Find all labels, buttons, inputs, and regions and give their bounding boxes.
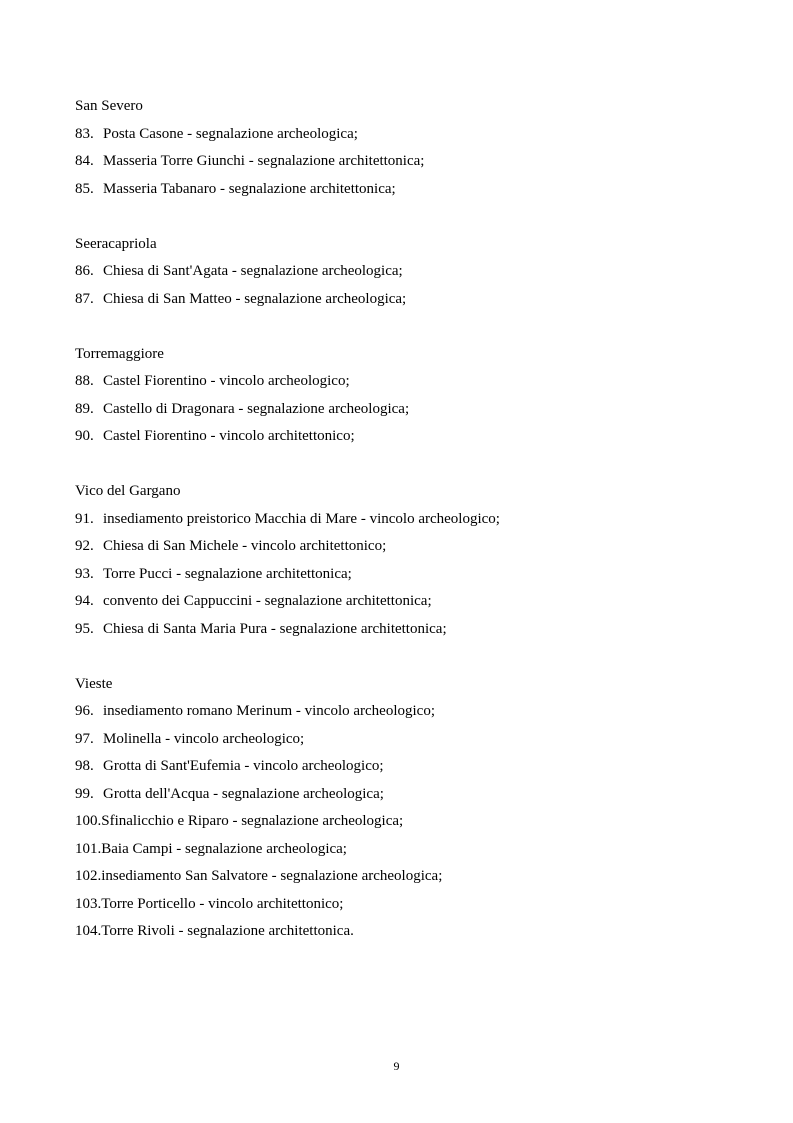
item-number: 103. <box>75 895 102 912</box>
item-text: insediamento San Salvatore - segnalazione archeologica; <box>101 868 443 884</box>
municipality-heading: Seeracapriola <box>75 235 157 252</box>
item-number: 85. <box>75 180 94 197</box>
item-text: convento dei Cappuccini - segnalazione architettonica; <box>103 593 432 609</box>
list-item <box>75 121 735 149</box>
item-number: 92. <box>75 538 94 554</box>
list-item <box>75 863 735 891</box>
item-number: 89. <box>75 400 94 417</box>
list-item <box>75 258 735 286</box>
municipality-group-vieste <box>75 671 735 946</box>
item-text: Torre Porticello - vincolo architettonico; <box>101 895 344 912</box>
list-item <box>75 561 735 589</box>
site-list <box>75 93 735 973</box>
list-item <box>75 616 735 644</box>
list-item <box>75 533 735 561</box>
item-number: 101. <box>75 840 102 857</box>
municipality-group-vico-del-gargano <box>75 478 735 643</box>
item-text: Molinella - vincolo archeologico; <box>103 730 305 747</box>
item-number: 95. <box>75 620 94 637</box>
list-item <box>75 891 735 919</box>
list-item <box>75 506 735 534</box>
list-item <box>75 176 735 204</box>
item-text: Castel Fiorentino - vincolo architettonico; <box>103 428 355 444</box>
municipality-group-torremaggiore <box>75 341 735 451</box>
item-number: 84. <box>75 153 94 169</box>
item-number: 96. <box>75 703 94 719</box>
item-text: Baia Campi - segnalazione archeologica; <box>101 840 347 857</box>
item-text: Posta Casone - segnalazione archeologica; <box>103 125 358 142</box>
municipality-group-san-severo <box>75 93 735 203</box>
item-number: 94. <box>75 593 94 609</box>
item-number: 98. <box>75 758 94 774</box>
item-text: Masseria Torre Giunchi - segnalazione architettonica; <box>103 153 425 169</box>
item-number: 93. <box>75 565 94 582</box>
item-text: Castello di Dragonara - segnalazione archeologica; <box>103 400 410 417</box>
item-text: Grotta dell'Acqua - segnalazione archeologica; <box>103 785 384 802</box>
list-item <box>75 781 735 809</box>
municipality-heading: Vieste <box>75 675 113 692</box>
item-number: 90. <box>75 428 94 444</box>
list-item <box>75 726 735 754</box>
item-text: Torre Pucci - segnalazione architettonica; <box>103 565 352 582</box>
list-item <box>75 148 735 176</box>
item-text: Chiesa di Santa Maria Pura - segnalazione architettonica; <box>103 620 447 637</box>
list-item <box>75 698 735 726</box>
list-item <box>75 808 735 836</box>
list-item <box>75 423 735 451</box>
item-number: 88. <box>75 373 94 389</box>
item-number: 100. <box>75 813 102 829</box>
item-text: Masseria Tabanaro - segnalazione architettonica; <box>103 180 396 197</box>
item-text: Chiesa di San Michele - vincolo architettonico; <box>103 538 387 554</box>
item-number: 104. <box>75 923 102 939</box>
list-item <box>75 918 735 946</box>
list-item <box>75 368 735 396</box>
municipality-group-seeracapriola <box>75 231 735 314</box>
item-number: 99. <box>75 785 94 802</box>
municipality-heading: San Severo <box>75 98 143 114</box>
item-number: 83. <box>75 125 94 142</box>
list-item <box>75 836 735 864</box>
item-number: 97. <box>75 730 94 747</box>
item-text: Torre Rivoli - segnalazione architettonica. <box>101 923 354 939</box>
list-item <box>75 588 735 616</box>
item-text: Chiesa di Sant'Agata - segnalazione archeologica; <box>103 263 403 279</box>
item-text: Chiesa di San Matteo - segnalazione archeologica; <box>103 290 407 307</box>
list-item <box>75 396 735 424</box>
item-number: 102. <box>75 868 102 884</box>
page-number: 9 <box>393 1059 400 1073</box>
item-number: 87. <box>75 290 94 307</box>
list-item <box>75 286 735 314</box>
item-text: insediamento preistorico Macchia di Mare - vincolo archeologico; <box>103 510 500 527</box>
item-text: Sfinalicchio e Riparo - segnalazione archeologica; <box>101 813 404 829</box>
item-number: 91. <box>75 510 94 527</box>
item-text: insediamento romano Merinum - vincolo archeologico; <box>103 703 435 719</box>
item-text: Castel Fiorentino - vincolo archeologico; <box>103 373 350 389</box>
item-number: 86. <box>75 263 94 279</box>
list-item <box>75 753 735 781</box>
item-text: Grotta di Sant'Eufemia - vincolo archeologico; <box>103 758 384 774</box>
municipality-heading: Torremaggiore <box>75 345 164 362</box>
municipality-heading: Vico del Gargano <box>75 483 181 499</box>
